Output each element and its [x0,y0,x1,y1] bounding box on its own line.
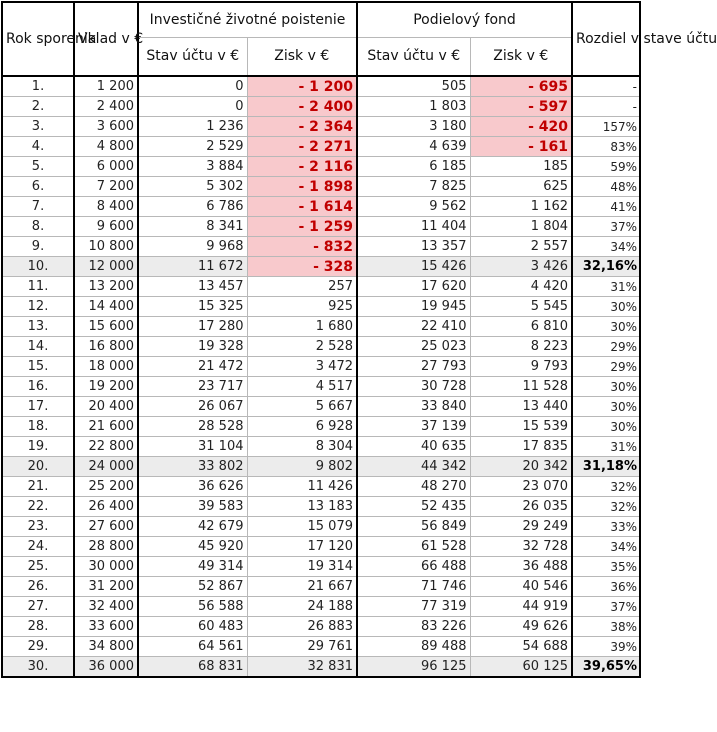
cell-year: 18. [2,417,74,437]
cell-deposit: 32 400 [74,597,138,617]
table-row [2,157,640,177]
cell-ins-account: 28 528 [138,417,247,437]
cell-fund-profit: 4 420 [470,277,572,297]
cell-deposit: 2 400 [74,97,138,117]
cell-ins-profit: 2 528 [247,337,357,357]
table-row [2,76,640,97]
cell-ins-profit: - 2 364 [247,117,357,137]
cell-year: 8. [2,217,74,237]
cell-year: 2. [2,97,74,117]
cell-fund-account: 44 342 [357,457,470,477]
cell-fund-profit: 17 835 [470,437,572,457]
cell-ins-account: 56 588 [138,597,247,617]
cell-ins-account: 13 457 [138,277,247,297]
cell-fund-account: 77 319 [357,597,470,617]
cell-ins-profit: - 1 200 [247,76,357,97]
cell-ins-account: 17 280 [138,317,247,337]
cell-ins-profit: 17 120 [247,537,357,557]
cell-diff: 32% [572,497,640,517]
cell-deposit: 10 800 [74,237,138,257]
table-row [2,177,640,197]
cell-ins-account: 6 786 [138,197,247,217]
table-row [2,477,640,497]
cell-ins-account: 23 717 [138,377,247,397]
cell-ins-profit: 29 761 [247,637,357,657]
cell-fund-account: 30 728 [357,377,470,397]
cell-ins-account: 33 802 [138,457,247,477]
cell-year: 25. [2,557,74,577]
cell-fund-profit: 54 688 [470,637,572,657]
cell-ins-account: 2 529 [138,137,247,157]
table-row [2,417,640,437]
cell-year: 1. [2,76,74,97]
table-row [2,617,640,637]
cell-deposit: 1 200 [74,76,138,97]
cell-ins-profit: - 328 [247,257,357,277]
header-ins-profit: Zisk v € [247,38,357,77]
cell-year: 21. [2,477,74,497]
cell-ins-account: 39 583 [138,497,247,517]
cell-ins-profit: - 1 259 [247,217,357,237]
cell-year: 28. [2,617,74,637]
cell-fund-profit: 40 546 [470,577,572,597]
cell-deposit: 14 400 [74,297,138,317]
cell-ins-profit: - 2 400 [247,97,357,117]
cell-year: 7. [2,197,74,217]
cell-diff: 36% [572,577,640,597]
cell-ins-profit: 15 079 [247,517,357,537]
cell-diff: 48% [572,177,640,197]
cell-year: 30. [2,657,74,678]
cell-diff: - [572,76,640,97]
cell-diff: 41% [572,197,640,217]
cell-fund-profit: 1 804 [470,217,572,237]
cell-deposit: 24 000 [74,457,138,477]
cell-ins-account: 9 968 [138,237,247,257]
cell-ins-account: 0 [138,76,247,97]
cell-fund-profit: 15 539 [470,417,572,437]
cell-fund-profit: 5 545 [470,297,572,317]
cell-deposit: 36 000 [74,657,138,678]
cell-diff: 83% [572,137,640,157]
cell-deposit: 9 600 [74,217,138,237]
cell-deposit: 13 200 [74,277,138,297]
cell-fund-account: 89 488 [357,637,470,657]
cell-ins-profit: 4 517 [247,377,357,397]
cell-deposit: 19 200 [74,377,138,397]
cell-year: 13. [2,317,74,337]
cell-diff: 31% [572,437,640,457]
cell-fund-account: 3 180 [357,117,470,137]
cell-deposit: 12 000 [74,257,138,277]
cell-ins-profit: 11 426 [247,477,357,497]
cell-ins-profit: 6 928 [247,417,357,437]
cell-year: 3. [2,117,74,137]
cell-fund-account: 40 635 [357,437,470,457]
header-deposit: Vklad v € [74,2,138,76]
cell-fund-profit: 6 810 [470,317,572,337]
cell-fund-profit: 13 440 [470,397,572,417]
cell-deposit: 30 000 [74,557,138,577]
cell-year: 6. [2,177,74,197]
cell-ins-account: 15 325 [138,297,247,317]
cell-ins-profit: - 2 116 [247,157,357,177]
cell-ins-profit: 19 314 [247,557,357,577]
table-row [2,397,640,417]
table-row [2,597,640,617]
cell-diff: 39,65% [572,657,640,678]
table-row [2,257,640,277]
table-row [2,237,640,257]
cell-ins-profit: 257 [247,277,357,297]
table-row [2,337,640,357]
cell-ins-account: 19 328 [138,337,247,357]
cell-deposit: 33 600 [74,617,138,637]
cell-ins-account: 1 236 [138,117,247,137]
cell-ins-account: 45 920 [138,537,247,557]
cell-deposit: 6 000 [74,157,138,177]
cell-diff: 33% [572,517,640,537]
cell-diff: 31,18% [572,457,640,477]
cell-diff: 37% [572,597,640,617]
cell-year: 22. [2,497,74,517]
cell-deposit: 21 600 [74,417,138,437]
cell-ins-account: 0 [138,97,247,117]
table-row [2,577,640,597]
cell-fund-profit: 29 249 [470,517,572,537]
cell-fund-profit: - 597 [470,97,572,117]
cell-deposit: 28 800 [74,537,138,557]
table-row [2,317,640,337]
cell-deposit: 20 400 [74,397,138,417]
cell-fund-profit: 60 125 [470,657,572,678]
cell-fund-profit: 1 162 [470,197,572,217]
cell-fund-account: 83 226 [357,617,470,637]
cell-year: 9. [2,237,74,257]
cell-fund-account: 9 562 [357,197,470,217]
cell-fund-account: 61 528 [357,537,470,557]
cell-year: 5. [2,157,74,177]
cell-fund-account: 7 825 [357,177,470,197]
cell-year: 11. [2,277,74,297]
cell-fund-profit: - 161 [470,137,572,157]
header-fund-profit: Zisk v € [470,38,572,77]
cell-ins-profit: 5 667 [247,397,357,417]
cell-fund-account: 11 404 [357,217,470,237]
table-row [2,217,640,237]
cell-fund-account: 52 435 [357,497,470,517]
cell-ins-account: 36 626 [138,477,247,497]
cell-ins-profit: - 1 898 [247,177,357,197]
cell-deposit: 7 200 [74,177,138,197]
cell-fund-profit: 20 342 [470,457,572,477]
cell-ins-account: 26 067 [138,397,247,417]
cell-diff: 59% [572,157,640,177]
cell-ins-account: 3 884 [138,157,247,177]
cell-fund-account: 37 139 [357,417,470,437]
cell-fund-account: 66 488 [357,557,470,577]
savings-comparison-table [1,1,717,678]
cell-fund-account: 22 410 [357,317,470,337]
cell-fund-profit: 625 [470,177,572,197]
cell-ins-profit: 24 188 [247,597,357,617]
cell-ins-profit: 26 883 [247,617,357,637]
table-body [2,76,640,677]
cell-year: 4. [2,137,74,157]
cell-fund-profit: 26 035 [470,497,572,517]
cell-diff: 37% [572,217,640,237]
cell-year: 26. [2,577,74,597]
header-fund-group: Podielový fond [357,2,572,38]
table-row [2,517,640,537]
cell-diff: 30% [572,397,640,417]
cell-fund-account: 25 023 [357,337,470,357]
cell-diff: 35% [572,557,640,577]
cell-ins-account: 11 672 [138,257,247,277]
cell-fund-account: 71 746 [357,577,470,597]
cell-fund-profit: - 420 [470,117,572,137]
cell-fund-account: 15 426 [357,257,470,277]
cell-year: 19. [2,437,74,457]
cell-diff: 34% [572,537,640,557]
table-row [2,657,640,678]
cell-diff: 30% [572,377,640,397]
cell-fund-account: 13 357 [357,237,470,257]
cell-diff: 29% [572,337,640,357]
table-row [2,637,640,657]
header-fund-account: Stav účtu v € [357,38,470,77]
cell-deposit: 25 200 [74,477,138,497]
cell-fund-account: 27 793 [357,357,470,377]
table-row [2,137,640,157]
cell-ins-account: 21 472 [138,357,247,377]
table-row [2,437,640,457]
cell-ins-account: 60 483 [138,617,247,637]
cell-fund-profit: 3 426 [470,257,572,277]
header-ins-account: Stav účtu v € [138,38,247,77]
cell-ins-profit: 925 [247,297,357,317]
cell-fund-profit: 49 626 [470,617,572,637]
cell-fund-profit: - 695 [470,76,572,97]
cell-year: 20. [2,457,74,477]
cell-deposit: 31 200 [74,577,138,597]
cell-fund-account: 6 185 [357,157,470,177]
table-row [2,97,640,117]
table-row [2,557,640,577]
cell-ins-profit: 9 802 [247,457,357,477]
cell-fund-account: 17 620 [357,277,470,297]
cell-fund-profit: 185 [470,157,572,177]
cell-diff: - [572,97,640,117]
cell-ins-profit: 32 831 [247,657,357,678]
table-row [2,277,640,297]
cell-diff: 32,16% [572,257,640,277]
cell-ins-profit: - 832 [247,237,357,257]
cell-ins-account: 49 314 [138,557,247,577]
cell-year: 23. [2,517,74,537]
cell-fund-profit: 2 557 [470,237,572,257]
cell-ins-account: 42 679 [138,517,247,537]
cell-ins-profit: - 2 271 [247,137,357,157]
cell-fund-account: 48 270 [357,477,470,497]
cell-diff: 30% [572,417,640,437]
cell-deposit: 34 800 [74,637,138,657]
cell-deposit: 16 800 [74,337,138,357]
cell-ins-profit: 13 183 [247,497,357,517]
cell-year: 29. [2,637,74,657]
cell-deposit: 22 800 [74,437,138,457]
cell-year: 17. [2,397,74,417]
cell-deposit: 4 800 [74,137,138,157]
cell-year: 12. [2,297,74,317]
cell-ins-profit: 1 680 [247,317,357,337]
cell-deposit: 15 600 [74,317,138,337]
cell-ins-profit: - 1 614 [247,197,357,217]
table-header [2,2,717,76]
cell-deposit: 3 600 [74,117,138,137]
cell-fund-profit: 32 728 [470,537,572,557]
cell-fund-account: 33 840 [357,397,470,417]
cell-year: 16. [2,377,74,397]
cell-ins-profit: 8 304 [247,437,357,457]
cell-ins-account: 31 104 [138,437,247,457]
cell-fund-profit: 9 793 [470,357,572,377]
cell-ins-profit: 3 472 [247,357,357,377]
cell-year: 10. [2,257,74,277]
cell-diff: 39% [572,637,640,657]
cell-fund-profit: 36 488 [470,557,572,577]
cell-diff: 32% [572,477,640,497]
header-insurance-group: Investičné životné poistenie [138,2,357,38]
cell-diff: 30% [572,317,640,337]
cell-deposit: 27 600 [74,517,138,537]
table-row [2,117,640,137]
cell-deposit: 26 400 [74,497,138,517]
cell-diff: 157% [572,117,640,137]
cell-deposit: 8 400 [74,197,138,217]
cell-ins-account: 5 302 [138,177,247,197]
cell-fund-profit: 8 223 [470,337,572,357]
cell-fund-account: 505 [357,76,470,97]
cell-fund-account: 56 849 [357,517,470,537]
cell-ins-profit: 21 667 [247,577,357,597]
cell-diff: 34% [572,237,640,257]
cell-fund-account: 1 803 [357,97,470,117]
table-row [2,377,640,397]
cell-fund-account: 19 945 [357,297,470,317]
cell-ins-account: 52 867 [138,577,247,597]
table-row [2,297,640,317]
cell-diff: 38% [572,617,640,637]
cell-diff: 31% [572,277,640,297]
cell-year: 14. [2,337,74,357]
cell-diff: 30% [572,297,640,317]
cell-fund-profit: 11 528 [470,377,572,397]
cell-deposit: 18 000 [74,357,138,377]
table-row [2,197,640,217]
header-year: Rok sporenia [2,2,74,76]
table-row [2,497,640,517]
table-row [2,357,640,377]
cell-year: 15. [2,357,74,377]
cell-fund-account: 96 125 [357,657,470,678]
cell-ins-account: 68 831 [138,657,247,678]
cell-diff: 29% [572,357,640,377]
cell-fund-account: 4 639 [357,137,470,157]
table-row [2,537,640,557]
cell-year: 24. [2,537,74,557]
cell-fund-profit: 23 070 [470,477,572,497]
cell-fund-profit: 44 919 [470,597,572,617]
cell-ins-account: 8 341 [138,217,247,237]
table-row [2,457,640,477]
cell-ins-account: 64 561 [138,637,247,657]
cell-year: 27. [2,597,74,617]
header-diff: Rozdiel v stave účtu [572,2,640,76]
